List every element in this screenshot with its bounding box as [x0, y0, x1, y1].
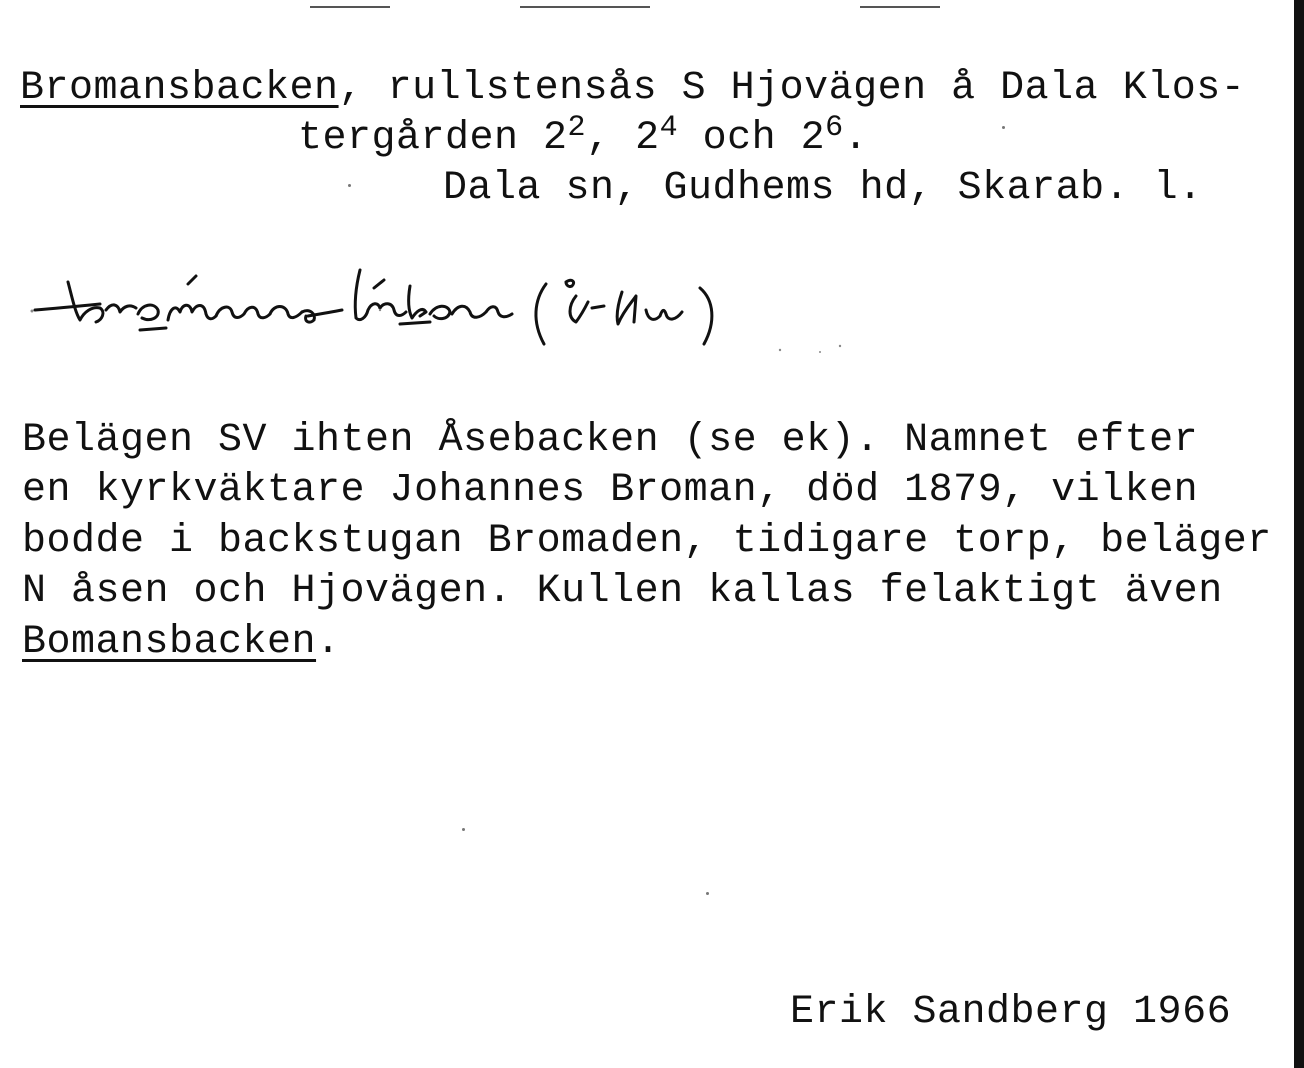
- scan-mark: [520, 6, 650, 8]
- body-line-2: en kyrkväktare Johannes Broman, död 1879, vilken: [22, 468, 1199, 513]
- header-line-1: [20, 66, 1245, 112]
- body-line-4: N åsen och Hjovägen. Kullen kallas felaktigt även: [22, 569, 1223, 614]
- scan-mark: [860, 6, 940, 8]
- header-line-1-rest: , rullstensås S Hjovägen å Dala Klos-: [338, 66, 1246, 111]
- scan-speck: [1002, 126, 1005, 129]
- header-line-2-text: tergården 2: [298, 116, 568, 161]
- body-line-5: [22, 620, 341, 666]
- header-line-2-text: och 2: [678, 116, 826, 161]
- header-line-2-text: , 2: [586, 116, 660, 161]
- header-line-2-text: .: [843, 116, 869, 161]
- location-line: Dala sn, Gudhems hd, Skarab. l.: [443, 166, 1203, 211]
- scan-speck: [462, 828, 465, 831]
- card-edge-shadow: [1294, 0, 1304, 1068]
- body-line-5-end: .: [316, 620, 341, 665]
- superscript: 4: [659, 111, 679, 145]
- superscript: 6: [825, 111, 844, 145]
- body-line-3: bodde i backstugan Bromaden, tidigare torp, beläger: [22, 519, 1272, 564]
- header-line-2: [298, 111, 869, 162]
- scan-speck: [706, 892, 709, 895]
- superscript: 2: [567, 111, 587, 145]
- scan-mark: [310, 6, 390, 8]
- headword: Bromansbacken: [20, 66, 339, 111]
- body-line-1: Belägen SV ihten Åsebacken (se ek). Namnet efter: [22, 418, 1199, 463]
- signature: Erik Sandberg 1966: [790, 990, 1232, 1035]
- scan-speck: [348, 184, 351, 187]
- handwritten-pronunciation: [20, 262, 900, 362]
- alternate-name: Bomansbacken: [22, 620, 317, 665]
